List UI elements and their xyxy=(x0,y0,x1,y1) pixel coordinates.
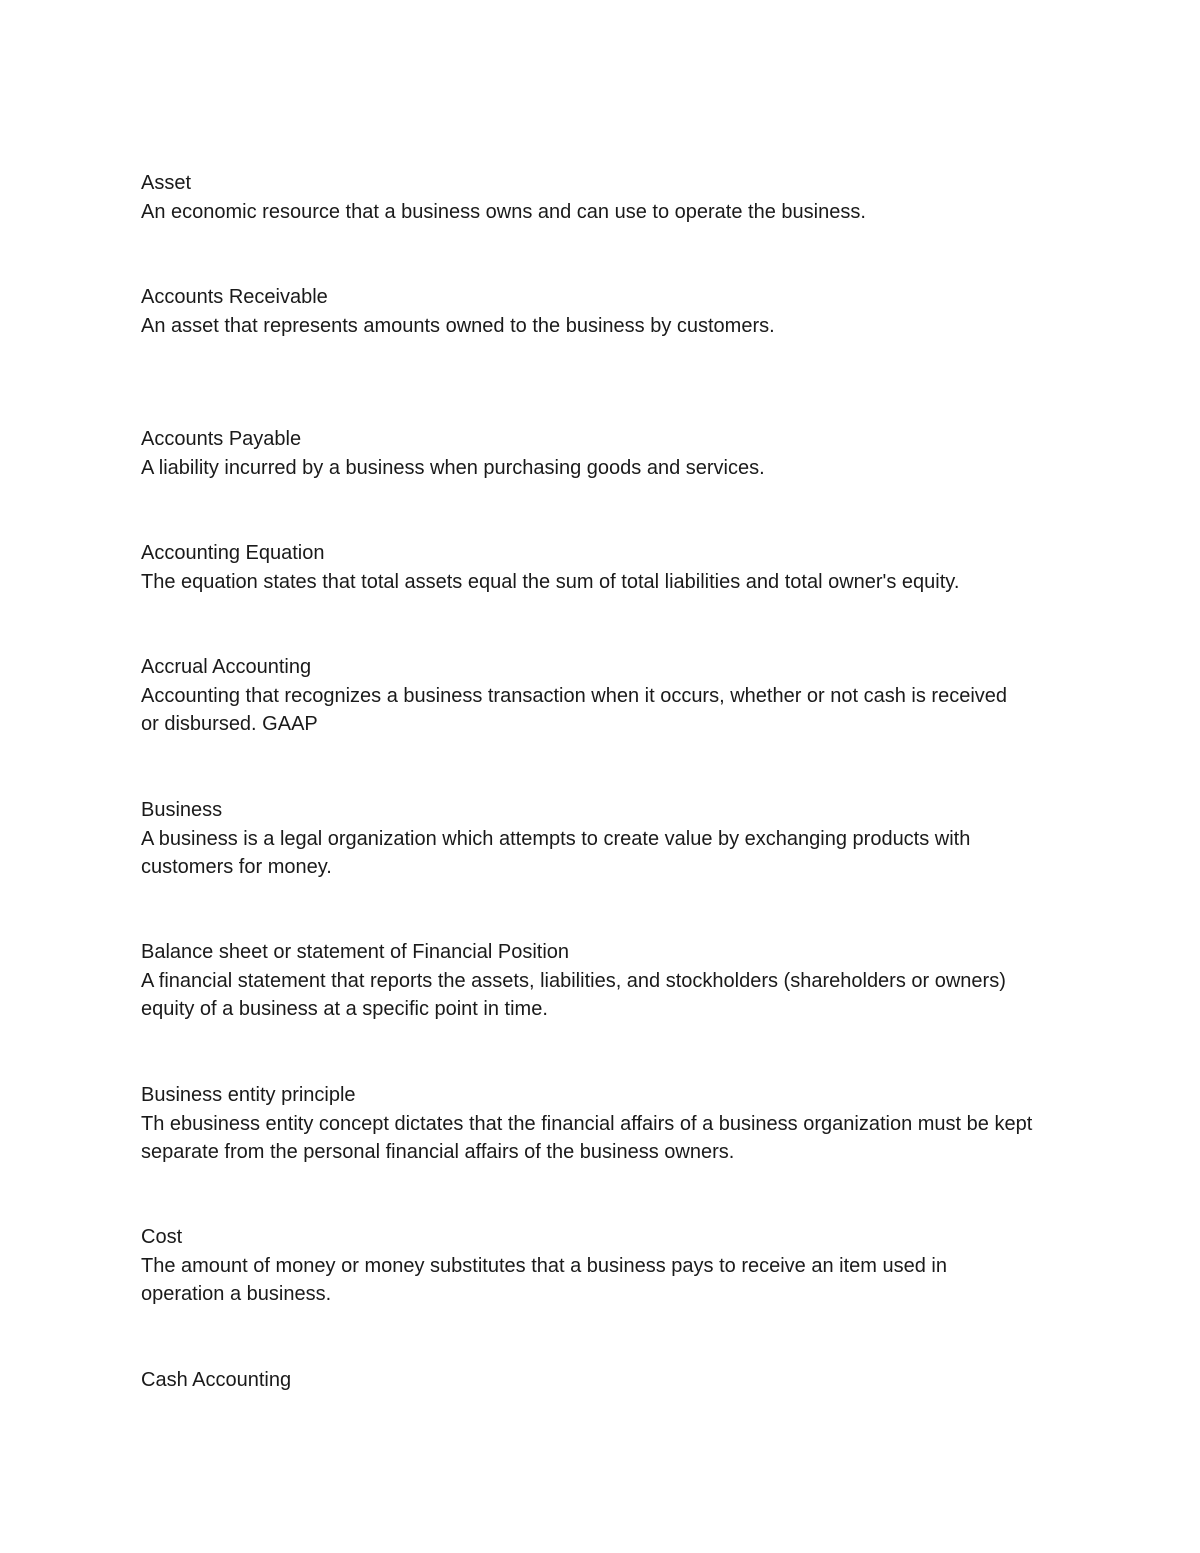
glossary-term: Balance sheet or statement of Financial Position xyxy=(141,941,570,963)
glossary-entry xyxy=(141,938,1011,1024)
glossary-definition: A liability incurred by a business when purchasing goods and services. xyxy=(141,456,765,479)
glossary-term: Accounting Equation xyxy=(141,542,325,564)
glossary-entry xyxy=(141,1366,1071,1395)
glossary-term: Cost xyxy=(141,1226,183,1248)
glossary-term: Business xyxy=(141,799,223,821)
glossary-term: Accounts Payable xyxy=(141,428,302,450)
glossary-entry xyxy=(141,796,1051,882)
glossary-entry xyxy=(141,283,1071,340)
glossary-term: Cash Accounting xyxy=(141,1369,292,1391)
glossary-definition: Th ebusiness entity concept dictates that the financial affairs of a business organization must be kept separate from the personal financial affairs of the business owners. xyxy=(141,1112,1033,1163)
glossary-definition: A financial statement that reports the assets, liabilities, and stockholders (shareholders or owners) equity of a business at a specific point in time. xyxy=(141,969,1006,1020)
glossary-entry xyxy=(141,1223,1031,1309)
glossary-entry xyxy=(141,539,1071,596)
glossary-entry xyxy=(141,1081,1066,1167)
glossary-definition: Accounting that recognizes a business transaction when it occurs, whether or not cash is received or disbursed. GAAP xyxy=(141,684,1008,735)
glossary-term: Asset xyxy=(141,172,192,194)
glossary-definition: An economic resource that a business owns and can use to operate the business. xyxy=(141,200,866,223)
glossary-term: Business entity principle xyxy=(141,1084,356,1106)
glossary-entry xyxy=(141,425,1071,482)
glossary-definition: An asset that represents amounts owned to the business by customers. xyxy=(141,314,775,337)
glossary-definition: The amount of money or money substitutes that a business pays to receive an item used in operation a business. xyxy=(141,1254,947,1305)
glossary-term: Accounts Receivable xyxy=(141,286,328,308)
glossary-definition: A business is a legal organization which attempts to create value by exchanging products with customers for money. xyxy=(141,827,971,878)
glossary-entry xyxy=(141,653,1011,739)
glossary-entry xyxy=(141,169,1071,226)
glossary-term: Accrual Accounting xyxy=(141,656,312,678)
glossary-definition: The equation states that total assets equal the sum of total liabilities and total owner's equity. xyxy=(141,570,960,593)
